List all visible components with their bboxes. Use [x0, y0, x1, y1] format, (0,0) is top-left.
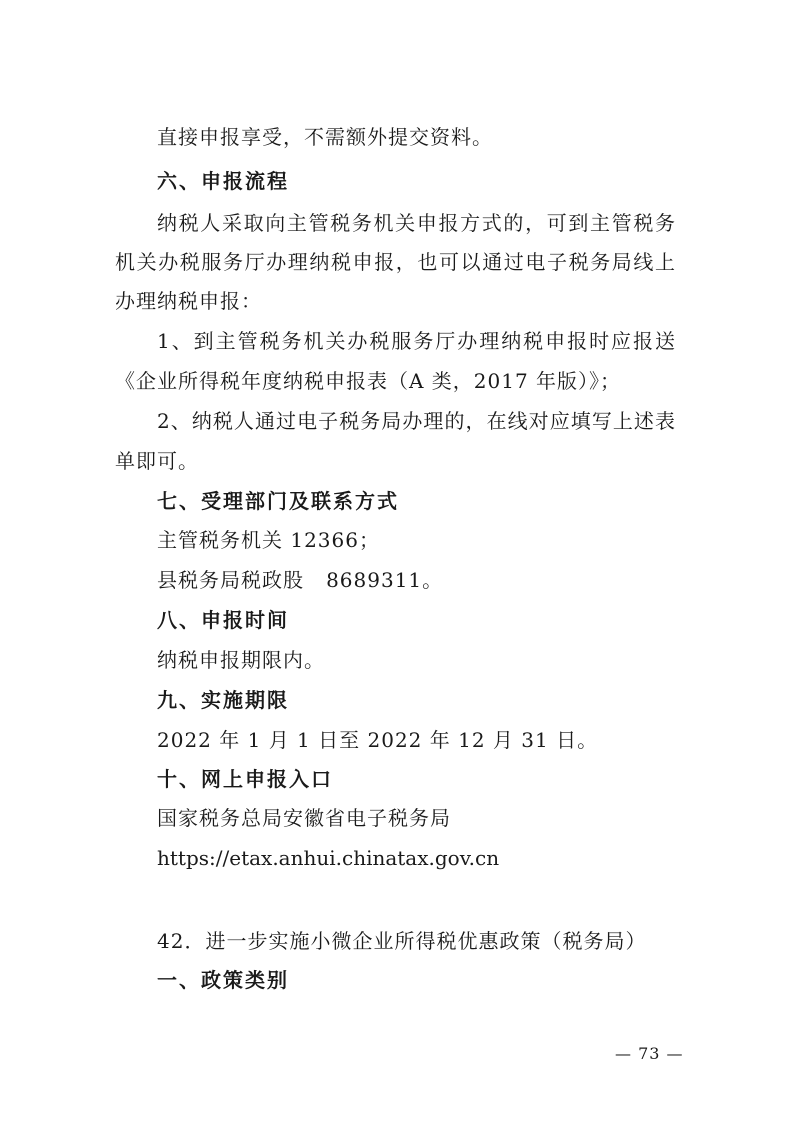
item-title-42: 42．进一步实施小微企业所得税优惠政策（税务局） — [157, 929, 647, 953]
paragraph-line: 纳税人采取向主管税务机关申报方式的，可到主管税务 — [157, 211, 675, 235]
section-heading-6: 六、申报流程 — [157, 169, 289, 193]
section-heading-9: 九、实施期限 — [157, 688, 289, 712]
paragraph-line: 国家税务总局安徽省电子税务局 — [157, 806, 451, 830]
paragraph-line: 2022 年 1 月 1 日至 2022 年 12 月 31 日。 — [157, 728, 599, 752]
page-number: — 73 — — [615, 1044, 684, 1063]
etax-url: https://etax.anhui.chinatax.gov.cn — [157, 846, 500, 870]
paragraph-line: 机关办税服务厅办理纳税申报，也可以通过电子税务局线上 — [115, 250, 675, 274]
contact-line: 县税务局税政股 8689311。 — [157, 568, 444, 592]
section-heading-10: 十、网上申报入口 — [157, 767, 333, 791]
paragraph-line: 2、纳税人通过电子税务局办理的，在线对应填写上述表 — [157, 409, 675, 433]
paragraph-line: 1、到主管税务机关办税服务厅办理纳税申报时应报送 — [157, 329, 675, 353]
paragraph-line: 直接申报享受，不需额外提交资料。 — [157, 125, 493, 149]
paragraph-line: 《企业所得税年度纳税申报表（A 类，2017 年版）》； — [115, 369, 622, 393]
section-heading-7: 七、受理部门及联系方式 — [157, 489, 399, 513]
paragraph-line: 单即可。 — [115, 449, 199, 473]
paragraph-line: 办理纳税申报： — [115, 289, 262, 313]
contact-line: 主管税务机关 12366； — [157, 528, 380, 552]
paragraph-line: 纳税申报期限内。 — [157, 648, 325, 672]
section-heading-1: 一、政策类别 — [157, 968, 289, 992]
section-heading-8: 八、申报时间 — [157, 608, 289, 632]
